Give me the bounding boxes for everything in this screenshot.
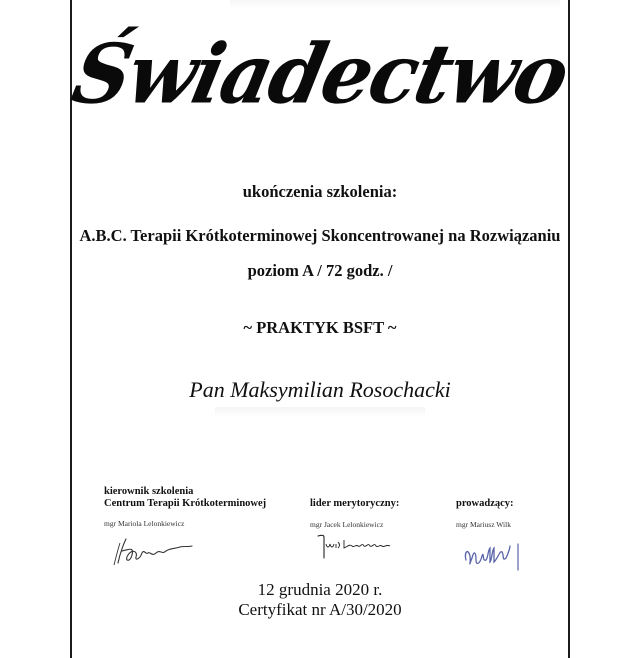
course-name: A.B.C. Terapii Krótkoterminowej Skoncentrowanej na Rozwiązaniu — [79, 226, 561, 245]
signatory-role: prowadzący: — [456, 498, 514, 509]
certificate-subtitle: ukończenia szkolenia: — [242, 182, 398, 201]
recipient-name: Pan Maksymilian Rosochacki — [189, 377, 451, 402]
scan-artifact — [215, 407, 425, 417]
certificate-number: Certyfikat nr A/30/2020 — [238, 600, 402, 619]
signatory-trainer — [456, 498, 514, 529]
signatory-role: kierownik szkolenia — [104, 486, 194, 497]
signatory-name: mgr Jacek Lelonkiewicz — [310, 520, 384, 529]
awarded-title: ~ PRAKTYK BSFT ~ — [243, 318, 397, 337]
signatory-organization: Centrum Terapii Krótkoterminowej — [104, 498, 267, 509]
signature-mariusz-wilk — [460, 538, 530, 574]
signatory-name: mgr Mariola Lelonkiewicz — [104, 519, 185, 528]
scan-artifact — [230, 0, 560, 8]
signatory-role: lider merytoryczny: — [310, 498, 400, 509]
signatory-name: mgr Mariusz Wilk — [456, 520, 511, 529]
course-level: poziom A / 72 godz. / — [247, 261, 393, 280]
signatory-content-leader — [310, 498, 399, 529]
issue-date: 12 grudnia 2020 r. — [257, 580, 383, 599]
signature-jacek-lelonkiewicz — [312, 530, 397, 560]
certificate-title: Świadectwo — [64, 26, 576, 123]
signature-mariola-lelonkiewicz — [110, 535, 195, 567]
signatory-training-manager — [104, 486, 266, 528]
